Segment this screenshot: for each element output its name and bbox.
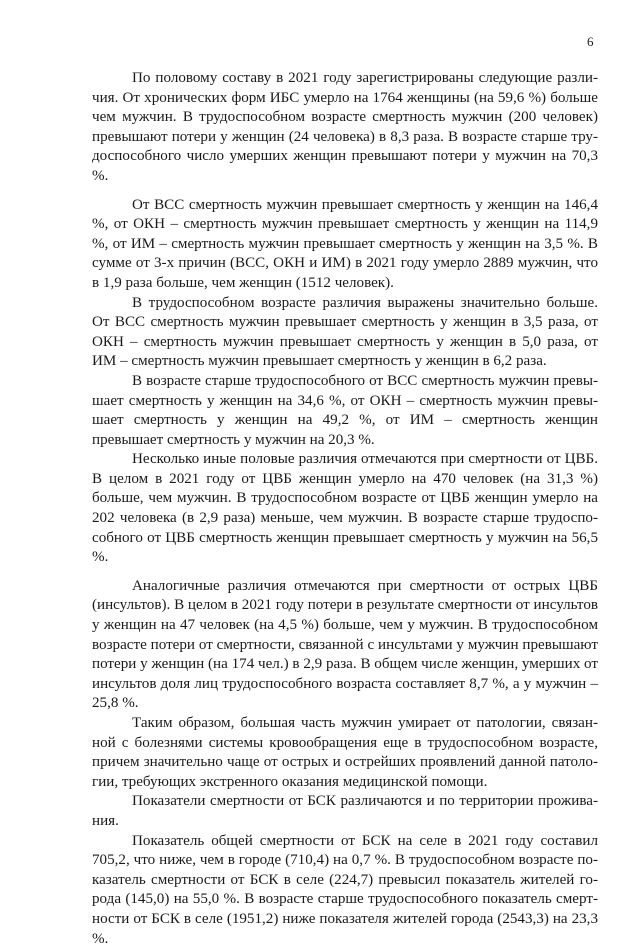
paragraph-working-age: В трудоспособном возрасте различия выражены значительно больше. От ВСС смертность мужчин превышает смертность у женщин в 3,5 раза, от ОКН – смертность мужчин превышает смертность у женщин в 5,0 раза, от ИМ – смертность мужчин превышает смертность у женщин в 6,2 раза. (92, 294, 598, 370)
paragraph-cvd-gender: Несколько иные половые различия отмечаются при смертности от ЦВБ. В целом в 2021 году от ЦВБ женщин умерло на 470 человек (на 31,3 %) больше, чем мужчин. В трудоспособном возрасте от ЦВБ женщин умерло на 202 человека (в 2,9 раза) меньше, чем мужчин. В возрасте старше трудоспособного от ЦВБ смертность женщин превышает смертность у мужчин на 56,5 %. (92, 451, 598, 566)
body-text (92, 69, 598, 949)
paragraph-territory: Показатели смертности от БСК различаются и по территории проживания. (92, 793, 598, 829)
paragraph-vss-okn-im: От ВСС смертность мужчин превышает смертность у женщин на 146,4 %, от ОКН – смертность мужчин превышает смертность у женщин на 114,9 %, от ИМ – смертность мужчин превышает смертность у женщин на 3,5 %. В сумме от 3-х причин (ВСС, ОКН и ИМ) в 2021 году умерло 2889 мужчин, что в 1,9 раза больше, чем женщин (1512 человек). (92, 196, 598, 291)
paragraph-rural-urban: Показатель общей смертности от БСК на селе в 2021 году составил 705,2, что ниже, чем в городе (710,4) на 0,7 %. В трудоспособном возрасте показатель смертности от БСК в селе (224,7) превысил показатель жителей города (145,0) на 55,0 %. В возрасте старше трудоспособного показатель смертности от БСК в селе (1951,2) ниже показателя жителей города (2543,3) на 23,3 %. (92, 832, 598, 947)
paragraph-conclusion: Таким образом, большая часть мужчин умирает от патологии, связанной с болезнями системы кровообращения еще в трудоспособном возрасте, причем значительно чаще от острых и острейших проявлений данной патологии, требующих экстренного оказания медицинской помощи. (92, 715, 598, 790)
paragraph-older-age: В возрасте старше трудоспособного от ВСС смертность мужчин превышает смертность у женщин на 34,6 %, от ОКН – смертность мужчин превышает смертность у женщин на 49,2 %, от ИМ – смертность женщин превышает смертность у мужчин на 20,3 %. (92, 372, 598, 448)
paragraph-stroke: Аналогичные различия отмечаются при смертности от острых ЦВБ (инсультов). В целом в 2021 году потери в результате смертности от инсультов у женщин на 47 человек (на 4,5 %) больше, чем у мужчин. В трудоспособном возрасте потери от смертности, связанной с инсультами у мужчин превышают потери у женщин (на 174 чел.) в 2,9 раза. В общем числе женщин, умерших от инсультов доля лиц трудоспособного возраста составляет 8,7 %, а у мужчин – 25,8 %. (92, 577, 598, 712)
page-number: 6 (587, 34, 594, 49)
paragraph-gender-ihd: По половому составу в 2021 году зарегистрированы следующие различия. От хронических форм ИБС умерло на 1764 женщины (на 59,6 %) больше чем мужчин. В трудоспособном возрасте смертность мужчин (200 человек) превышают потери у женщин (24 человека) в 8,3 раза. В возрасте старше трудоспособного число умерших женщин превышают потери у мужчин на 70,3 %. (92, 70, 598, 184)
